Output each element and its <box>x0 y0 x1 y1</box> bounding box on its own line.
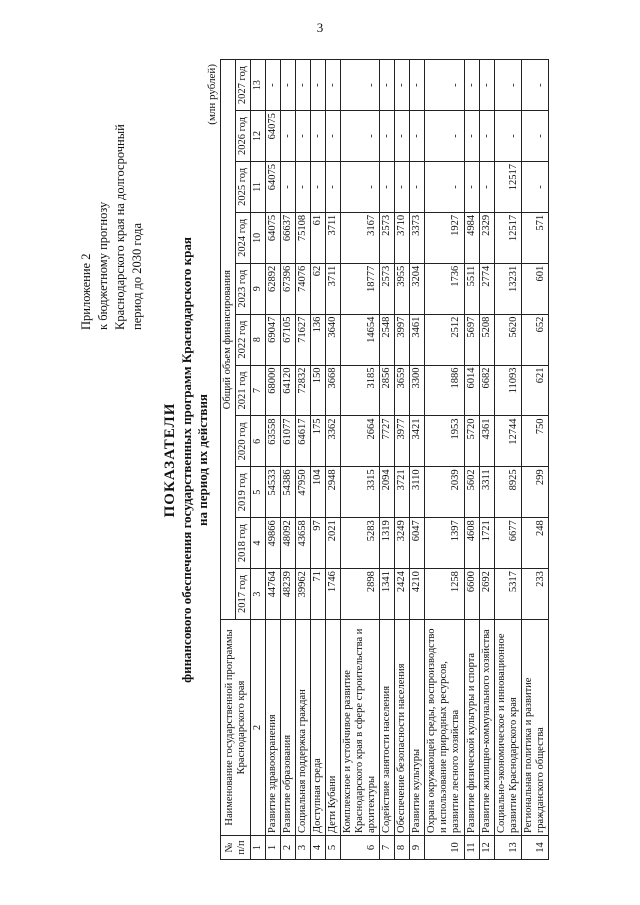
value-cell: 3315 <box>340 467 379 518</box>
column-index-cell: 13 <box>251 60 266 111</box>
column-index-cell: 11 <box>251 161 266 212</box>
value-cell: - <box>521 161 548 212</box>
value-cell: 3955 <box>395 263 410 314</box>
value-cell: 12744 <box>494 416 521 467</box>
value-cell: - <box>280 111 295 162</box>
value-cell: 1736 <box>425 263 464 314</box>
row-number: 2 <box>280 836 295 860</box>
row-number: 11 <box>464 836 479 860</box>
value-cell: 2664 <box>340 416 379 467</box>
value-cell: - <box>410 111 425 162</box>
program-name: Развитие жилищно-коммунального хозяйства <box>479 620 494 836</box>
value-cell: - <box>295 60 310 111</box>
row-number: 1 <box>265 836 280 860</box>
value-cell: 3721 <box>395 467 410 518</box>
value-cell: 2021 <box>325 518 340 569</box>
value-cell: 62892 <box>265 263 280 314</box>
value-cell: - <box>425 161 464 212</box>
value-cell: 1721 <box>479 518 494 569</box>
table-row <box>265 60 280 860</box>
table-row <box>479 60 494 860</box>
value-cell: 48239 <box>280 569 295 620</box>
row-number: 10 <box>425 836 464 860</box>
row-number: 8 <box>395 836 410 860</box>
value-cell: 8925 <box>494 467 521 518</box>
value-cell: - <box>340 60 379 111</box>
value-cell: - <box>280 161 295 212</box>
value-cell: 1258 <box>425 569 464 620</box>
value-cell: - <box>521 111 548 162</box>
column-index-cell: 10 <box>251 212 266 263</box>
value-cell: 1319 <box>380 518 395 569</box>
value-cell: 1397 <box>425 518 464 569</box>
value-cell: 3640 <box>325 314 340 365</box>
value-cell: 571 <box>521 212 548 263</box>
header-year: 2018 год <box>236 518 251 569</box>
financing-table <box>220 59 549 860</box>
program-name: Комплексное и устойчивое развитие Краснодарского края в сфере строительства и архитектуры <box>340 620 379 836</box>
table-row <box>280 60 295 860</box>
value-cell: 3710 <box>395 212 410 263</box>
value-cell: 54533 <box>265 467 280 518</box>
table-row <box>295 60 310 860</box>
column-index-cell: 1 <box>251 836 266 860</box>
value-cell: 68000 <box>265 365 280 416</box>
value-cell: 5317 <box>494 569 521 620</box>
value-cell: - <box>380 111 395 162</box>
column-index-cell: 12 <box>251 111 266 162</box>
value-cell: 64120 <box>280 365 295 416</box>
table-row <box>325 60 340 860</box>
value-cell: 61077 <box>280 416 295 467</box>
program-name: Содействие занятости населения <box>380 620 395 836</box>
value-cell: 66637 <box>280 212 295 263</box>
value-cell: 2898 <box>340 569 379 620</box>
program-name: Дети Кубани <box>325 620 340 836</box>
value-cell: 2329 <box>479 212 494 263</box>
value-cell: - <box>310 60 325 111</box>
value-cell: 3711 <box>325 263 340 314</box>
appendix-line: Приложение 2 <box>79 253 93 330</box>
value-cell: 3204 <box>410 263 425 314</box>
value-cell: - <box>521 60 548 111</box>
program-name: Социальная поддержка граждан <box>295 620 310 836</box>
value-cell: 11093 <box>494 365 521 416</box>
value-cell: 3711 <box>325 212 340 263</box>
value-cell: 299 <box>521 467 548 518</box>
header-name: Наименование государственной программы Краснодарского края <box>221 620 251 836</box>
value-cell: 3300 <box>410 365 425 416</box>
table-row <box>310 60 325 860</box>
value-cell: 12517 <box>494 212 521 263</box>
column-index-cell: 4 <box>251 518 266 569</box>
value-cell: 43658 <box>295 518 310 569</box>
value-cell: 97 <box>310 518 325 569</box>
value-cell: 18777 <box>340 263 379 314</box>
value-cell: 3110 <box>410 467 425 518</box>
value-cell: 3461 <box>410 314 425 365</box>
column-index-cell: 2 <box>251 620 266 836</box>
value-cell: - <box>395 60 410 111</box>
value-cell: 5720 <box>464 416 479 467</box>
value-cell: 39962 <box>295 569 310 620</box>
value-cell: 6677 <box>494 518 521 569</box>
column-index-cell: 6 <box>251 416 266 467</box>
program-name: Региональная политика и развитие гражданского общества <box>521 620 548 836</box>
value-cell: 75108 <box>295 212 310 263</box>
value-cell: 6047 <box>410 518 425 569</box>
value-cell: 104 <box>310 467 325 518</box>
program-name: Обеспечение безопасности населения <box>395 620 410 836</box>
value-cell: - <box>295 161 310 212</box>
value-cell: - <box>494 111 521 162</box>
value-cell: - <box>464 60 479 111</box>
value-cell: 3421 <box>410 416 425 467</box>
value-cell: - <box>280 60 295 111</box>
value-cell: 5283 <box>340 518 379 569</box>
value-cell: 3185 <box>340 365 379 416</box>
value-cell: - <box>295 111 310 162</box>
value-cell: 1953 <box>425 416 464 467</box>
value-cell: 2948 <box>325 467 340 518</box>
value-cell: 2512 <box>425 314 464 365</box>
value-cell: 2774 <box>479 263 494 314</box>
value-cell: 621 <box>521 365 548 416</box>
table-row <box>380 60 395 860</box>
table-row <box>494 60 521 860</box>
column-index-cell: 5 <box>251 467 266 518</box>
row-number: 12 <box>479 836 494 860</box>
row-number: 5 <box>325 836 340 860</box>
value-cell: 1746 <box>325 569 340 620</box>
header-year: 2026 год <box>236 111 251 162</box>
value-cell: 61 <box>310 212 325 263</box>
value-cell: - <box>340 161 379 212</box>
title-main: ПОКАЗАТЕЛИ <box>162 402 178 518</box>
value-cell: 67396 <box>280 263 295 314</box>
header-year: 2020 год <box>236 416 251 467</box>
value-cell: 248 <box>521 518 548 569</box>
value-cell: 71 <box>310 569 325 620</box>
value-cell: - <box>380 161 395 212</box>
value-cell: 750 <box>521 416 548 467</box>
value-cell: 4608 <box>464 518 479 569</box>
value-cell: - <box>325 60 340 111</box>
table-row <box>464 60 479 860</box>
title-sub-1: финансового обеспечения государственных программ Краснодарского края <box>179 237 194 683</box>
rotated-page-content <box>78 60 618 860</box>
value-cell: 64617 <box>295 416 310 467</box>
column-index-cell: 9 <box>251 263 266 314</box>
appendix-line: к бюджетному прогнозу <box>95 201 110 330</box>
value-cell: 3977 <box>395 416 410 467</box>
value-cell: 652 <box>521 314 548 365</box>
appendix-note <box>78 70 146 330</box>
value-cell: 13231 <box>494 263 521 314</box>
value-cell: - <box>425 111 464 162</box>
value-cell: - <box>395 111 410 162</box>
appendix-line: период до 2030 года <box>129 222 144 330</box>
value-cell: 48092 <box>280 518 295 569</box>
value-cell: - <box>479 60 494 111</box>
value-cell: 44764 <box>265 569 280 620</box>
value-cell: 2856 <box>380 365 395 416</box>
value-cell: - <box>340 111 379 162</box>
value-cell: 5208 <box>479 314 494 365</box>
value-cell: - <box>325 161 340 212</box>
table-row <box>425 60 464 860</box>
row-number: 9 <box>410 836 425 860</box>
table-row <box>410 60 425 860</box>
value-cell: 2094 <box>380 467 395 518</box>
value-cell: 3167 <box>340 212 379 263</box>
value-cell: - <box>325 111 340 162</box>
row-number: 6 <box>340 836 379 860</box>
value-cell: 74076 <box>295 263 310 314</box>
page-number: 3 <box>316 20 324 35</box>
value-cell: 2039 <box>425 467 464 518</box>
value-cell: 2692 <box>479 569 494 620</box>
value-cell: - <box>464 111 479 162</box>
title-sub-2: на период их действия <box>195 394 211 526</box>
value-cell: 54386 <box>280 467 295 518</box>
value-cell: 2424 <box>395 569 410 620</box>
value-cell: 4361 <box>479 416 494 467</box>
value-cell: 64075 <box>265 111 280 162</box>
row-number: 14 <box>521 836 548 860</box>
value-cell: 6682 <box>479 365 494 416</box>
header-year: 2023 год <box>236 263 251 314</box>
value-cell: 2573 <box>380 212 395 263</box>
value-cell: 71627 <box>295 314 310 365</box>
header-year: 2021 год <box>236 365 251 416</box>
value-cell: 12517 <box>494 161 521 212</box>
column-index-cell: 7 <box>251 365 266 416</box>
value-cell: 3362 <box>325 416 340 467</box>
value-cell: 5602 <box>464 467 479 518</box>
value-cell: 136 <box>310 314 325 365</box>
column-index-cell: 3 <box>251 569 266 620</box>
value-cell: - <box>464 161 479 212</box>
value-cell: - <box>395 161 410 212</box>
value-cell: 14654 <box>340 314 379 365</box>
value-cell: 3668 <box>325 365 340 416</box>
value-cell: 5620 <box>494 314 521 365</box>
value-cell: - <box>380 60 395 111</box>
header-year: 2019 год <box>236 467 251 518</box>
header-year: 2017 год <box>236 569 251 620</box>
value-cell: - <box>410 161 425 212</box>
program-name: Доступная среда <box>310 620 325 836</box>
header-total: Общий объем финансирования <box>221 60 236 620</box>
value-cell: - <box>479 111 494 162</box>
row-number: 13 <box>494 836 521 860</box>
value-cell: - <box>310 111 325 162</box>
value-cell: - <box>479 161 494 212</box>
program-name: Развитие образования <box>280 620 295 836</box>
value-cell: 6014 <box>464 365 479 416</box>
units-label: (млн рублей) <box>206 64 218 125</box>
table-row <box>340 60 379 860</box>
value-cell: 3373 <box>410 212 425 263</box>
header-year: 2024 год <box>236 212 251 263</box>
value-cell: - <box>410 60 425 111</box>
value-cell: 4210 <box>410 569 425 620</box>
value-cell: 2548 <box>380 314 395 365</box>
value-cell: 6600 <box>464 569 479 620</box>
program-name: Социально-экономическое и инновационное развитие Краснодарского края <box>494 620 521 836</box>
table-row <box>521 60 548 860</box>
value-cell: 62 <box>310 263 325 314</box>
value-cell: 1886 <box>425 365 464 416</box>
value-cell: 4984 <box>464 212 479 263</box>
value-cell: 67105 <box>280 314 295 365</box>
value-cell: 3249 <box>395 518 410 569</box>
value-cell: 47950 <box>295 467 310 518</box>
value-cell: 3997 <box>395 314 410 365</box>
header-year: 2022 год <box>236 314 251 365</box>
value-cell: 1341 <box>380 569 395 620</box>
value-cell: 5697 <box>464 314 479 365</box>
value-cell: 3659 <box>395 365 410 416</box>
value-cell: 2573 <box>380 263 395 314</box>
value-cell: 5511 <box>464 263 479 314</box>
value-cell: 7727 <box>380 416 395 467</box>
row-number: 7 <box>380 836 395 860</box>
appendix-line: Краснодарского края на долгосрочный <box>112 124 127 330</box>
value-cell: 63558 <box>265 416 280 467</box>
row-number: 3 <box>295 836 310 860</box>
value-cell: 3311 <box>479 467 494 518</box>
value-cell: 72832 <box>295 365 310 416</box>
header-no: № п/п <box>221 836 251 860</box>
value-cell: 64075 <box>265 161 280 212</box>
value-cell: 69047 <box>265 314 280 365</box>
value-cell: - <box>425 60 464 111</box>
value-cell: - <box>494 60 521 111</box>
value-cell: 64075 <box>265 212 280 263</box>
header-year: 2025 год <box>236 161 251 212</box>
header-year: 2027 год <box>236 60 251 111</box>
program-name: Развитие здравоохранения <box>265 620 280 836</box>
value-cell: 49866 <box>265 518 280 569</box>
value-cell: - <box>265 60 280 111</box>
value-cell: 175 <box>310 416 325 467</box>
program-name: Охрана окружающей среды, воспроизводство и использование природных ресурсов, развитие лесного хозяйства <box>425 620 464 836</box>
value-cell: 601 <box>521 263 548 314</box>
value-cell: 233 <box>521 569 548 620</box>
value-cell: - <box>310 161 325 212</box>
document-title <box>162 60 212 860</box>
column-index-cell: 8 <box>251 314 266 365</box>
value-cell: 1927 <box>425 212 464 263</box>
value-cell: 150 <box>310 365 325 416</box>
program-name: Развитие физической культуры и спорта <box>464 620 479 836</box>
row-number: 4 <box>310 836 325 860</box>
program-name: Развитие культуры <box>410 620 425 836</box>
table-row <box>395 60 410 860</box>
